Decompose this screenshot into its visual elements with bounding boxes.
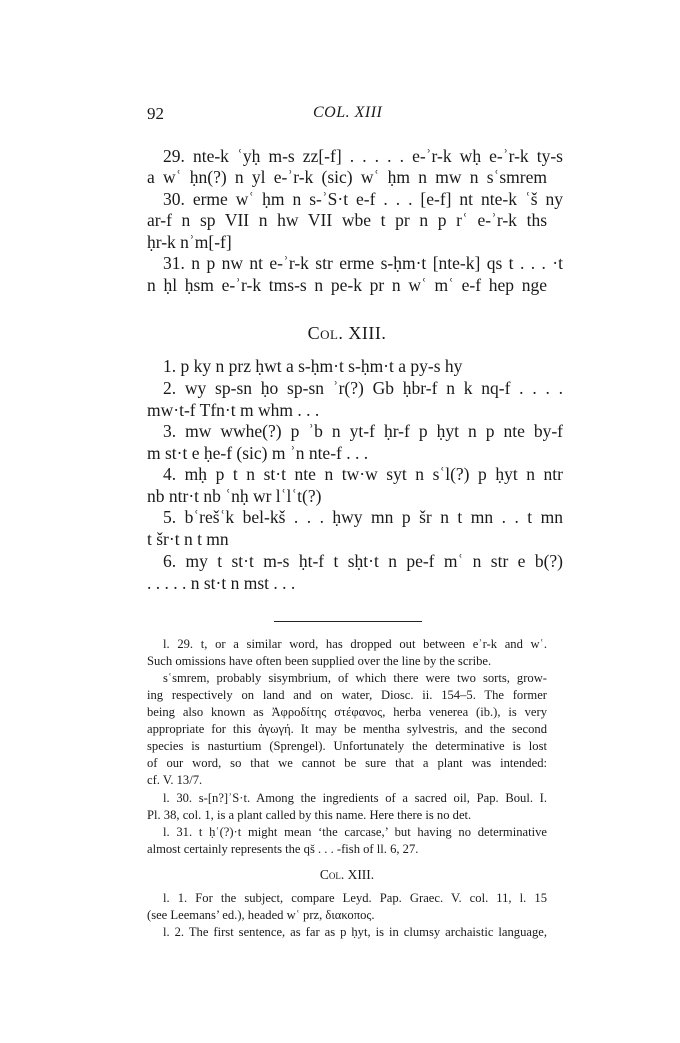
text-line: 1. p ky n prz ḥwt a s-ḥm·t s-ḥm·t a py-s hy: [163, 356, 463, 376]
text-line: ḥr-k nʾm[-f]: [147, 232, 232, 252]
text-line: 5. bʿrešʿk bel-kš . . . ḥwy mn p šr n t mn . . t mn: [163, 507, 563, 527]
text-line: 31. n p nw nt e-ʾr-k str erme s-ḥm·t [nte-k] qs t . . . ·t: [163, 253, 563, 273]
text-line: 30. erme wʿ ḥm n s-ʾS·t e-f . . . [e-f] nt nte-k ʿš ny: [163, 189, 563, 209]
text-line: 3. mw wwhe(?) p ʾb n yt-f ḥr-f p ḥyt n p nte by-f: [163, 421, 563, 441]
text-line: ar-f n sp VII n hw VII wbe t pr n p rʿ e-ʾr-k ths: [147, 210, 547, 230]
divider-rule: [274, 621, 422, 622]
text-line: nb ntr·t nb ʿnḥ wr lʿlʿt(?): [147, 486, 322, 506]
note-line: appropriate for this ἀγωγή. It may be mentha sylvestris, and the second: [147, 722, 547, 736]
note-line: Pl. 38, col. 1, is a plant called by this name. Here there is no det.: [147, 808, 472, 822]
page-number: 92: [147, 104, 164, 123]
text-line: t šr·t n t mn: [147, 529, 229, 549]
section-heading: Col. XIII.: [307, 323, 387, 343]
text-line: a wʿ ḥn(?) n yl e-ʾr-k (sic) wʿ ḥm n mw n sʿsmrem: [147, 167, 547, 187]
text-line: 29. nte-k ʿyḥ m-s zz[-f] . . . . . e-ʾr-k wḥ e-ʾr-k ty-s: [163, 146, 563, 166]
text-line: 4. mḥ p t n st·t nte n tw·w syt n sʿl(?) p ḥyt n ntr: [163, 464, 563, 484]
note-line: l. 1. For the subject, compare Leyd. Pap. Graec. V. col. 11, l. 15: [163, 891, 547, 905]
text-line: n ḥl ḥsm e-ʾr-k tms-s n pe-k pr n wʿ mʿ e-f hep nge: [147, 275, 547, 295]
text-line: mw·t-f Tfn·t m whm . . .: [147, 400, 320, 420]
note-line: cf. V. 13/7.: [147, 773, 203, 787]
note-line: of our word, so that we cannot be sure that a plant was intended:: [147, 756, 547, 770]
text-line: 6. my t st·t m-s ḥt-f t sḥt·t n pe-f mʿ n str e b(?): [163, 551, 563, 571]
note-line: (see Leemans’ ed.), headed wʿ prz, διακοπος.: [147, 908, 375, 922]
note-line: Such omissions have often been supplied over the line by the scribe.: [147, 654, 492, 668]
note-line: almost certainly represents the qš . . . -fish of ll. 6, 27.: [147, 842, 419, 856]
note-line: l. 31. t ḥʿ(?)·t might mean ‘the carcase,’ but having no determinative: [163, 825, 547, 839]
note-line: l. 30. s-[n?]ʾS·t. Among the ingredients of a sacred oil, Pap. Boul. I.: [163, 791, 547, 805]
text-line: 2. wy sp-sn ḥo sp-sn ʾr(?) Gb ḥbr-f n k nq-f . . . .: [163, 378, 563, 398]
note-line: species is nasturtium (Sprengel). Unfortunately the determinative is lost: [147, 739, 547, 753]
note-line: sʿsmrem, probably sisymbrium, of which there were two sorts, grow-: [163, 671, 547, 685]
note-line: l. 29. t, or a similar word, has dropped out between eʾr-k and wʿ.: [163, 637, 547, 651]
note-line: l. 2. The first sentence, as far as p ḥyt, is in clumsy archaistic language,: [163, 925, 547, 939]
running-title: COL. XIII: [313, 104, 383, 121]
text-line: . . . . . n st·t n mst . . .: [147, 573, 296, 593]
note-line: being also known as Ἀφροδίτης στέφανος, herba venerea (ib.), is very: [147, 705, 547, 719]
notes-heading: Col. XIII.: [319, 867, 375, 882]
note-line: ing respectively on land and on water, Diosc. ii. 154–5. The former: [147, 688, 547, 702]
page-header: [147, 104, 547, 128]
text-line: m st·t e ḥe-f (sic) m ʾn nte-f . . .: [147, 443, 369, 463]
